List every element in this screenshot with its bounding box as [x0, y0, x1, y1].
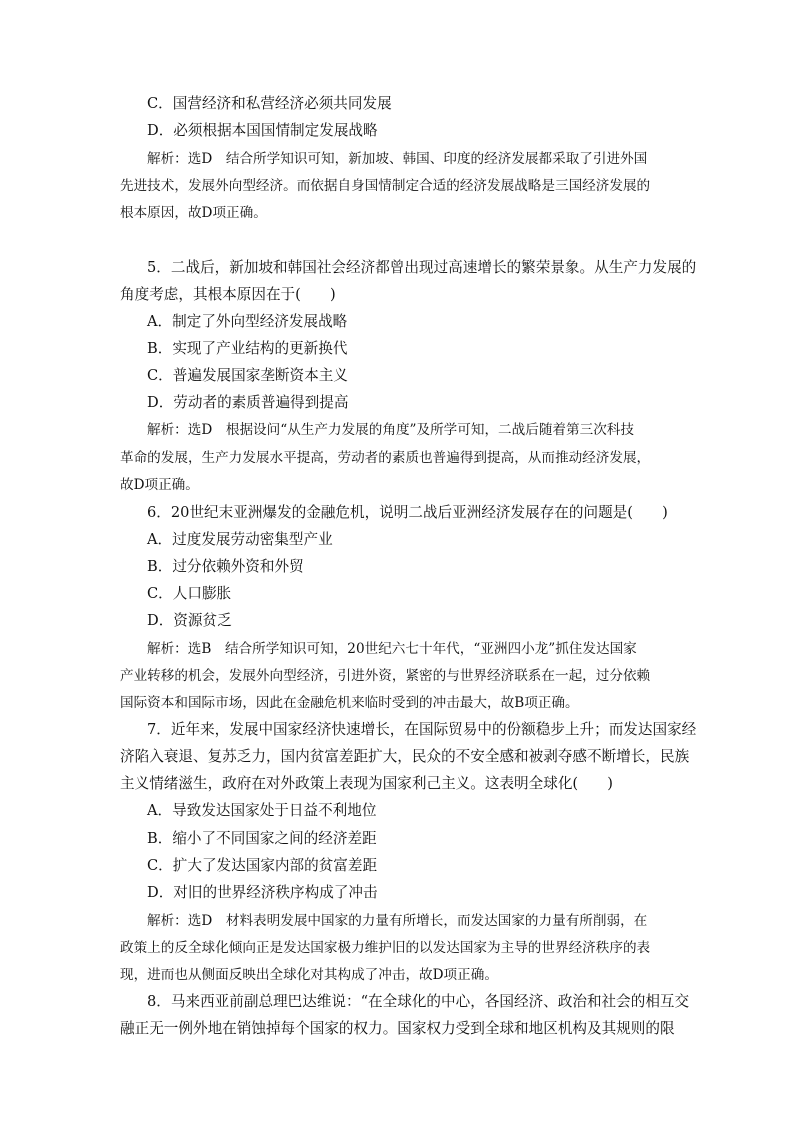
q8-stem-line-2: 融正无一例外地在销蚀掉每个国家的权力。国家权力受到全球和地区机构及其规则的限 [120, 1020, 675, 1037]
q6-stem-line-1: 6．20世纪末亚洲爆发的金融危机，说明二战后亚洲经济发展存在的问题是( ) [147, 504, 668, 521]
q6-option-a: A．过度发展劳动密集型产业 [147, 531, 333, 548]
q6-analysis-line-2: 产业转移的机会，发展外向型经济，引进外资，紧密的与世界经济联系在一起，过分依赖 [120, 668, 651, 684]
q5-analysis-line-1: 解析：选D 根据设问“从生产力发展的角度”及所学可知，二战后随着第三次科技 [147, 422, 634, 438]
q4-option-d: D．必须根据本国国情制定发展战略 [147, 122, 378, 139]
q4-analysis-line-1: 解析：选D 结合所学知识可知，新加坡、韩国、印度的经济发展都采取了引进外国 [147, 151, 648, 167]
q4-analysis-line-3: 根本原因，故D项正确。 [120, 205, 267, 221]
q7-analysis-line-2: 政策上的反全球化倾向正是发达国家极力维护旧的以发达国家为主导的世界经济秩序的表 [120, 940, 651, 956]
q5-analysis-line-3: 故D项正确。 [120, 477, 199, 493]
q6-option-c: C．人口膨胀 [147, 585, 232, 602]
q5-stem-line-1: 5．二战后，新加坡和韩国社会经济都曾出现过高速增长的繁荣景象。从生产力发展的 [147, 259, 697, 276]
q5-option-a: A．制定了外向型经济发展战略 [147, 313, 348, 330]
q5-stem-line-2: 角度考虑，其根本原因在于( ) [120, 286, 336, 303]
q7-stem-line-2: 济陷入衰退、复苏乏力，国内贫富差距扩大，民众的不安全感和被剥夺感不断增长，民族 [120, 748, 690, 765]
q7-option-b: B．缩小了不同国家之间的经济差距 [147, 830, 377, 847]
q6-option-b: B．过分依赖外资和外贸 [147, 558, 304, 575]
q7-analysis-line-1: 解析：选D 材料表明发展中国家的力量有所增长，而发达国家的力量有所削弱，在 [147, 913, 648, 929]
q7-option-c: C．扩大了发达国家内部的贫富差距 [147, 857, 378, 874]
q5-option-d: D．劳动者的素质普遍得到提高 [147, 394, 349, 411]
q4-analysis-line-2: 先进技术，发展外向型经济。而依据自身国情制定合适的经济发展战略是三国经济发展的 [120, 178, 651, 194]
q5-option-c: C．普遍发展国家垄断资本主义 [147, 367, 348, 384]
q7-option-d: D．对旧的世界经济秩序构成了冲击 [147, 884, 378, 901]
q7-option-a: A．导致发达国家处于日益不利地位 [147, 802, 377, 819]
q8-stem-line-1: 8．马来西亚前副总理巴达维说：“在全球化的中心，各国经济、政治和社会的相互交 [147, 993, 690, 1010]
q7-analysis-line-3: 现，进而也从侧面反映出全球化对其构成了冲击，故D项正确。 [120, 967, 498, 983]
q5-analysis-line-2: 革命的发展，生产力发展水平提高，劳动者的素质也普遍得到提高，从而推动经济发展， [120, 450, 651, 466]
q4-option-c: C．国营经济和私营经济必须共同发展 [147, 95, 392, 112]
q6-option-d: D．资源贫乏 [147, 612, 232, 629]
q6-analysis-line-1: 解析：选B 结合所学知识可知，20世纪六七十年代，“亚洲四小龙”抓住发达国家 [147, 641, 637, 657]
q7-stem-line-3: 主义情绪滋生，政府在对外政策上表现为国家利己主义。这表明全球化( ) [120, 775, 613, 792]
q7-stem-line-1: 7．近年来，发展中国家经济快速增长，在国际贸易中的份额稳步上升；而发达国家经 [147, 721, 697, 738]
q6-analysis-line-3: 国际资本和国际市场，因此在金融危机来临时受到的冲击最大，故B项正确。 [120, 695, 579, 711]
q5-option-b: B．实现了产业结构的更新换代 [147, 340, 348, 357]
